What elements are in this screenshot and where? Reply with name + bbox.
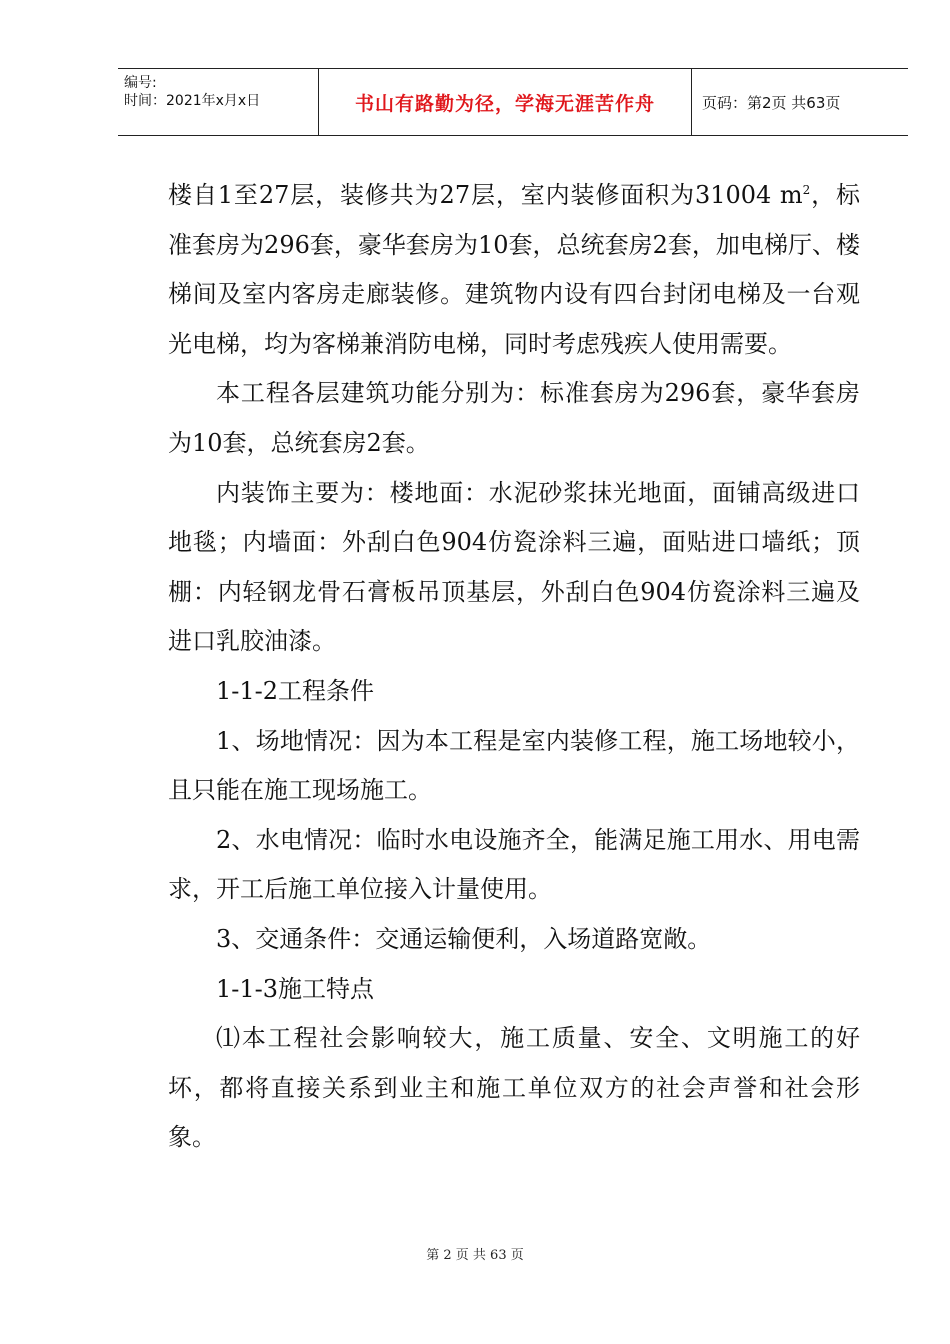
- paragraph-site: 1、场地情况：因为本工程是室内装修工程，施工场地较小，且只能在施工现场施工。: [168, 726, 860, 805]
- number-label: 编号:: [124, 75, 157, 91]
- motto-text: 书山有路勤为径，学海无涯苦作舟: [354, 92, 655, 115]
- section-heading-1-1-2: 1-1-2工程条件: [216, 676, 375, 705]
- document-body: [168, 171, 860, 1163]
- paragraph-traffic: 3、交通条件：交通运输便利，入场道路宽敞。: [216, 924, 712, 953]
- footer-page-number: 第 2 页 共 63 页: [426, 1248, 524, 1263]
- header-motto: [319, 69, 692, 135]
- paragraph-3: 内装饰主要为：楼地面：水泥砂浆抹光地面，面铺高级进口地毯；内墙面：外刮白色904仿瓷涂料三遍，面贴进口墙纸；顶棚：内轻钢龙骨石膏板吊顶基层，外刮白色904仿瓷涂料三遍及进口乳胶油漆。: [168, 478, 860, 656]
- paragraph-2: 本工程各层建筑功能分别为：标准套房为296套，豪华套房为10套，总统套房2套。: [168, 379, 860, 457]
- header-meta: [118, 69, 319, 135]
- paragraph-feature-1: ⑴本工程社会影响较大，施工质量、安全、文明施工的好坏，都将直接关系到业主和施工单位双方的社会声誉和社会形象。: [168, 1024, 860, 1152]
- page-info-text: 页码：第2页 共63页: [702, 93, 841, 112]
- p1-text: 楼自1至27层，装修共为27层，室内装修面积为31004 m: [168, 181, 803, 209]
- page-header: [118, 68, 908, 136]
- page-footer: [0, 1244, 950, 1263]
- paragraph-1: [168, 171, 860, 369]
- time-label: 时间：2021年x月x日: [124, 93, 261, 109]
- p1-superscript: 2: [802, 183, 811, 197]
- header-page-info: [692, 69, 908, 135]
- section-heading-1-1-3: 1-1-3施工特点: [216, 974, 375, 1003]
- p1-end: ，标准套房为296套，豪华套房为10套，总统套房2套，加电梯厅、楼梯间及室内客房走廊装修。建筑物内设有四台封闭电梯及一台观光电梯，均为客梯兼消防电梯，同时考虑残疾人使用需要。: [168, 181, 860, 358]
- paragraph-utilities: 2、水电情况：临时水电设施齐全，能满足施工用水、用电需求，开工后施工单位接入计量使用。: [168, 825, 860, 904]
